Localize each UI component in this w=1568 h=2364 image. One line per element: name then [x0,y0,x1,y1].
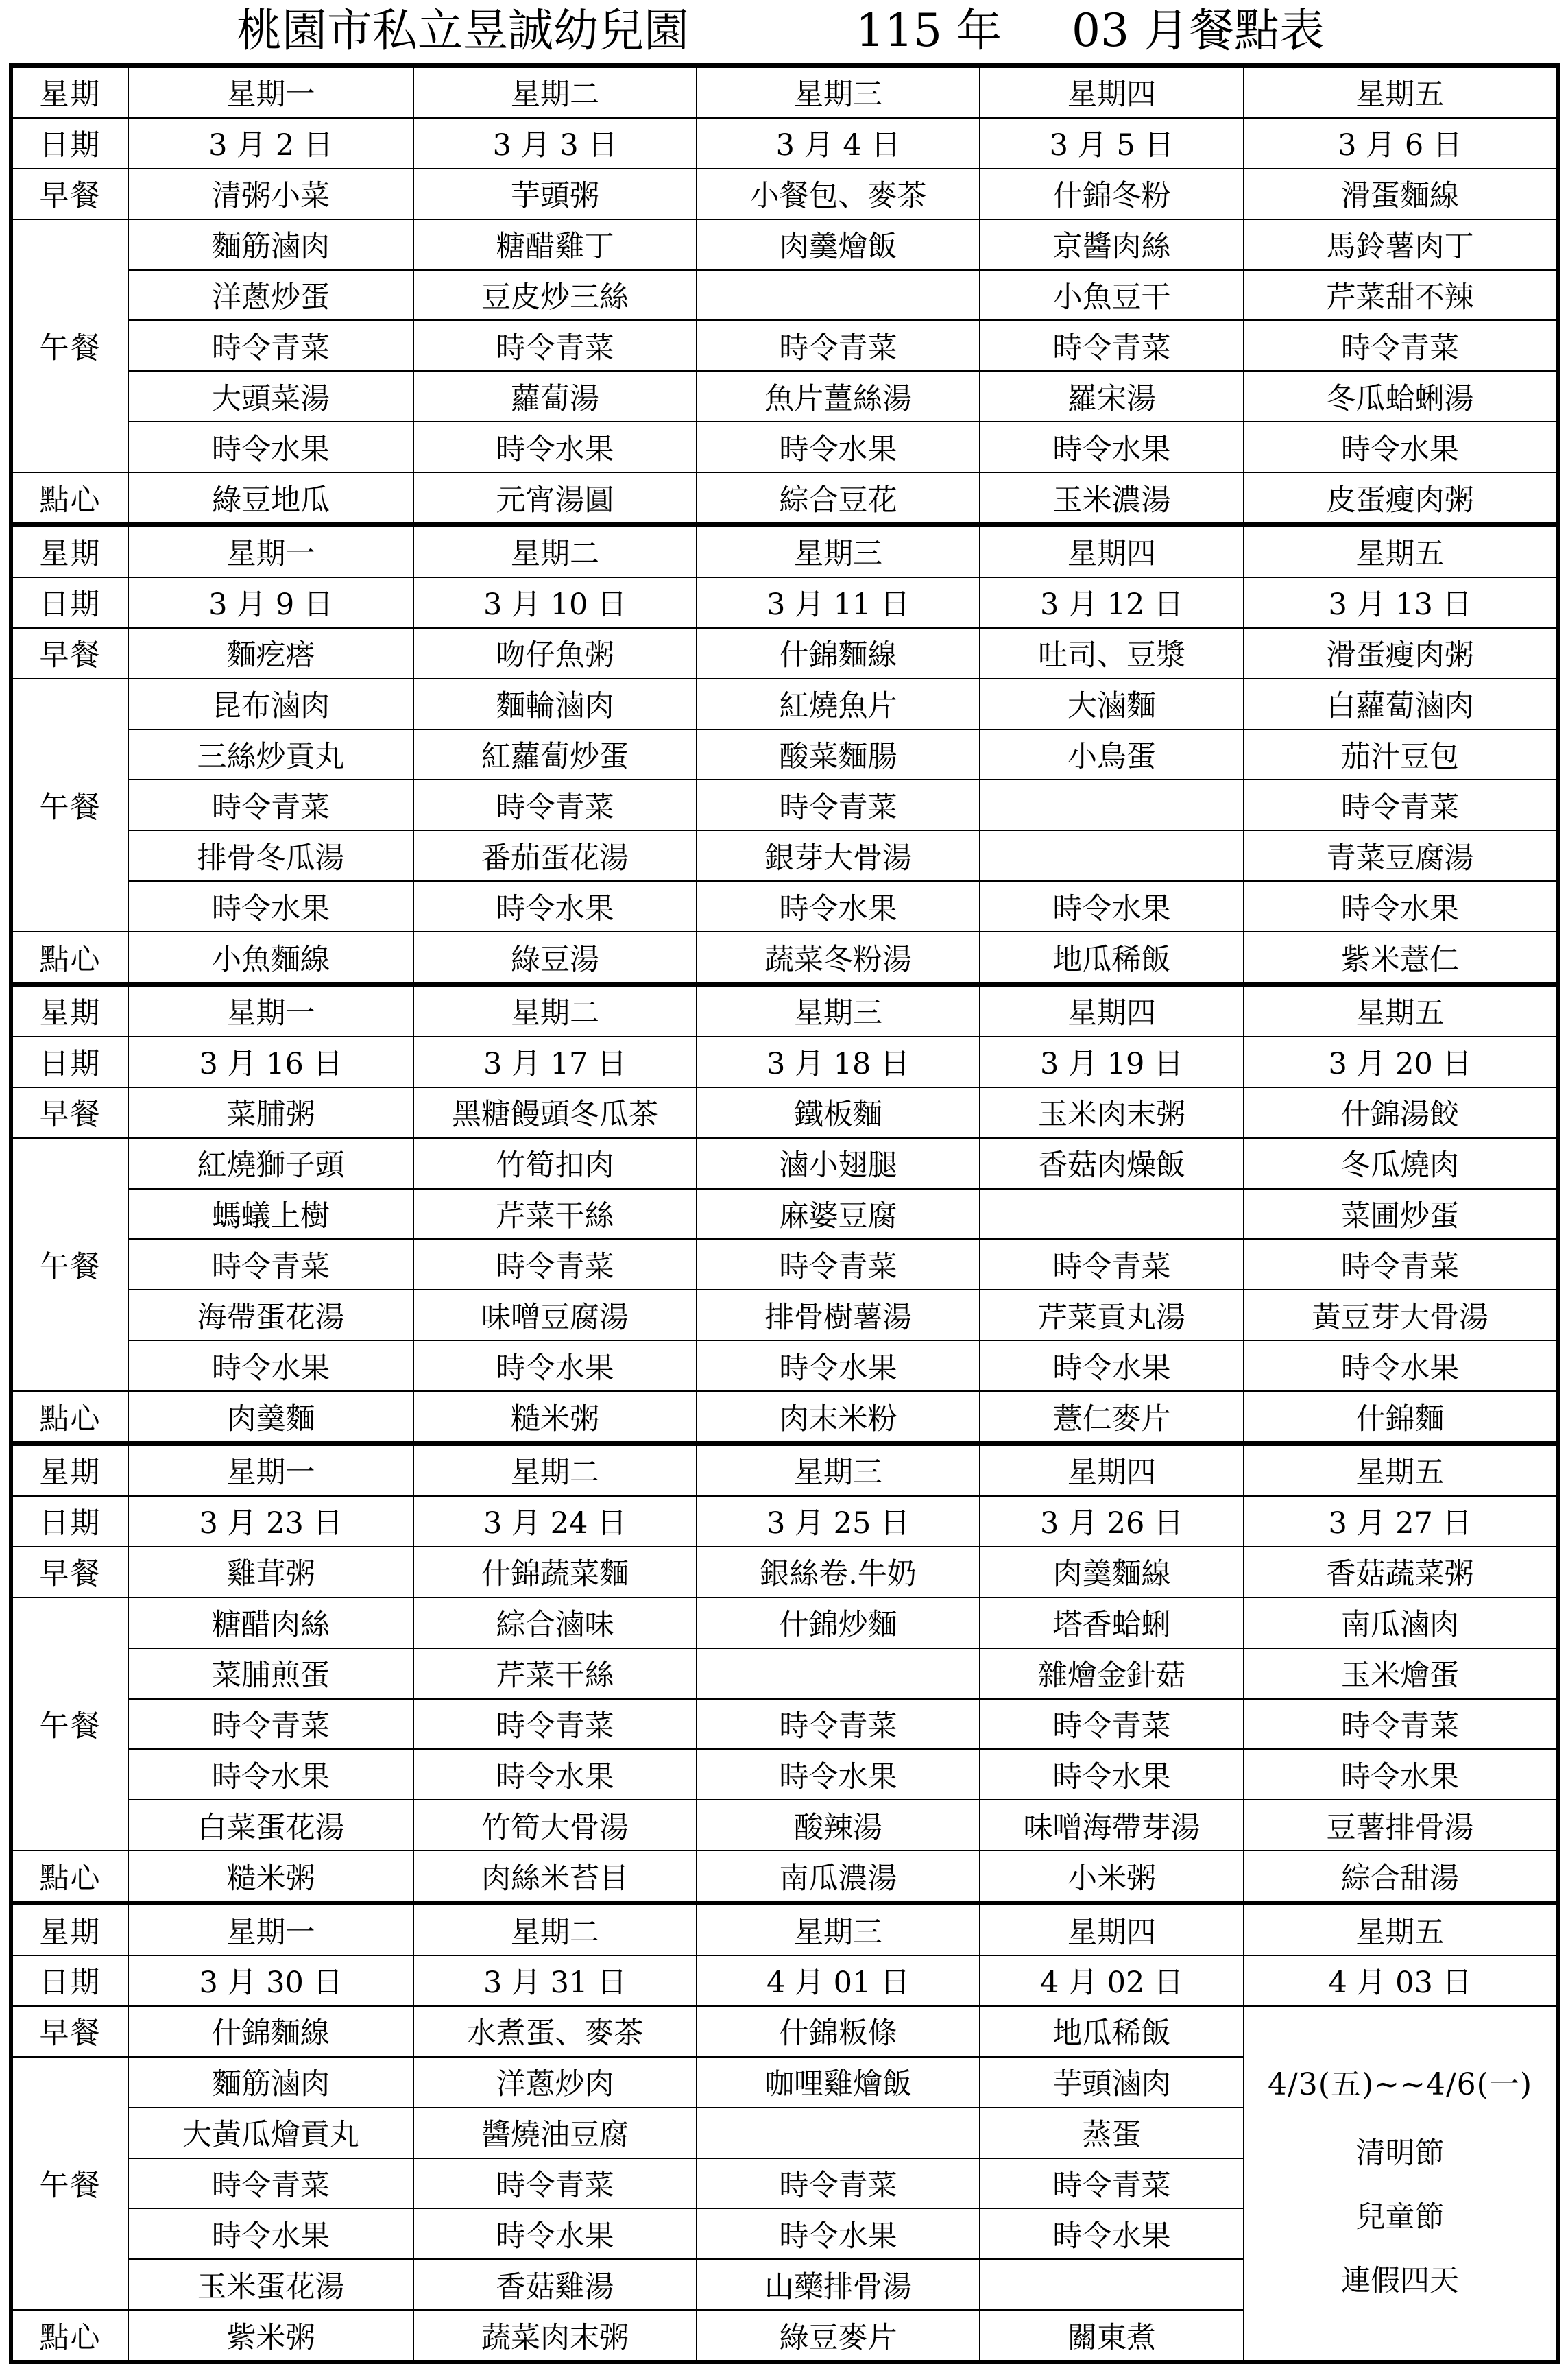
lunch-cell: 麵輪滷肉 [413,679,697,729]
table-row [11,1189,1558,1240]
snack-cell: 綠豆湯 [413,932,697,984]
table-row [11,320,1558,371]
weekday-cell: 星期一 [128,1903,413,1955]
weekday-cell: 星期五 [1244,1903,1558,1955]
date-cell: 3 月 9 日 [128,577,413,628]
date-label: 日期 [11,1037,128,1087]
lunch-cell: 酸辣湯 [697,1800,980,1850]
lunch-cell: 麻婆豆腐 [697,1189,980,1240]
snack-label: 點心 [11,1850,128,1903]
breakfast-cell: 香菇蔬菜粥 [1244,1547,1558,1597]
lunch-cell: 時令青菜 [128,1699,413,1750]
weekday-cell: 星期二 [413,66,697,118]
breakfast-cell: 滑蛋瘦肉粥 [1244,628,1558,679]
lunch-cell: 時令水果 [413,2208,697,2259]
lunch-cell: 時令水果 [413,422,697,472]
breakfast-label: 早餐 [11,1547,128,1597]
breakfast-cell: 什錦麵線 [697,628,980,679]
meal-table [9,63,1560,2364]
table-row [11,628,1558,679]
weekday-cell: 星期一 [128,985,413,1037]
table-row [11,780,1558,830]
lunch-cell: 山藥排骨湯 [697,2259,980,2310]
lunch-cell: 馬鈴薯肉丁 [1244,219,1558,270]
table-row [11,1699,1558,1750]
date-cell: 3 月 30 日 [128,1955,413,2006]
lunch-cell: 竹筍扣肉 [413,1138,697,1189]
lunch-cell: 芹菜甜不辣 [1244,270,1558,321]
lunch-cell: 時令水果 [697,881,980,932]
lunch-cell: 肉羹燴飯 [697,219,980,270]
date-cell: 3 月 23 日 [128,1496,413,1547]
breakfast-cell: 地瓜稀飯 [980,2006,1244,2057]
breakfast-cell: 玉米肉末粥 [980,1087,1244,1138]
breakfast-label: 早餐 [11,169,128,219]
lunch-cell: 時令青菜 [413,1239,697,1290]
lunch-label: 午餐 [11,2057,128,2310]
lunch-cell: 綜合滷味 [413,1597,697,1648]
table-row [11,1955,1558,2006]
lunch-cell: 豆薯排骨湯 [1244,1800,1558,1850]
lunch-cell: 時令青菜 [128,320,413,371]
date-cell: 3 月 3 日 [413,118,697,169]
breakfast-cell: 吐司、豆漿 [980,628,1244,679]
table-row [11,219,1558,270]
table-row [11,1290,1558,1340]
lunch-cell: 芹菜貢丸湯 [980,1290,1244,1340]
weekday-cell: 星期五 [1244,1444,1558,1496]
date-cell: 3 月 24 日 [413,1496,697,1547]
date-cell: 3 月 6 日 [1244,118,1558,169]
lunch-cell: 螞蟻上樹 [128,1189,413,1240]
date-cell: 3 月 13 日 [1244,577,1558,628]
snack-label: 點心 [11,472,128,524]
lunch-cell: 時令水果 [413,1749,697,1800]
lunch-cell: 糖醋肉絲 [128,1597,413,1648]
breakfast-cell: 什錦湯餃 [1244,1087,1558,1138]
weekday-cell: 星期一 [128,66,413,118]
table-row [11,169,1558,219]
date-cell: 3 月 25 日 [697,1496,980,1547]
lunch-cell: 京醬肉絲 [980,219,1244,270]
lunch-cell: 咖哩雞燴飯 [697,2057,980,2108]
lunch-cell: 海帶蛋花湯 [128,1290,413,1340]
weekday-cell: 星期一 [128,1444,413,1496]
date-label: 日期 [11,118,128,169]
lunch-cell: 時令水果 [128,1340,413,1391]
date-cell: 3 月 26 日 [980,1496,1244,1547]
lunch-cell [697,2108,980,2158]
snack-cell: 元宵湯圓 [413,472,697,524]
lunch-cell: 時令青菜 [697,2158,980,2209]
lunch-cell: 紅燒魚片 [697,679,980,729]
lunch-cell: 時令水果 [980,2208,1244,2259]
snack-cell: 肉絲米苔目 [413,1850,697,1903]
breakfast-label: 早餐 [11,2006,128,2057]
table-row [11,1648,1558,1699]
lunch-cell: 酸菜麵腸 [697,729,980,780]
snack-cell: 蔬菜肉末粥 [413,2310,697,2362]
date-cell: 3 月 4 日 [697,118,980,169]
weekday-cell: 星期三 [697,1444,980,1496]
snack-cell: 小魚麵線 [128,932,413,984]
lunch-cell [697,270,980,321]
lunch-cell: 時令水果 [980,422,1244,472]
lunch-cell: 時令青菜 [413,2158,697,2209]
table-row [11,679,1558,729]
lunch-cell [697,1648,980,1699]
breakfast-cell: 吻仔魚粥 [413,628,697,679]
weekday-cell: 星期二 [413,1444,697,1496]
breakfast-cell: 什錦冬粉 [980,169,1244,219]
snack-cell: 小米粥 [980,1850,1244,1903]
weekday-cell: 星期四 [980,1444,1244,1496]
table-row [11,1444,1558,1496]
weekday-cell: 星期一 [128,525,413,577]
weekday-cell: 星期四 [980,66,1244,118]
lunch-cell: 冬瓜蛤蜊湯 [1244,371,1558,422]
lunch-cell: 時令水果 [128,2208,413,2259]
lunch-cell: 黃豆芽大骨湯 [1244,1290,1558,1340]
lunch-cell: 玉米燴蛋 [1244,1648,1558,1699]
weekday-label: 星期 [11,66,128,118]
breakfast-cell: 什錦蔬菜麵 [413,1547,697,1597]
table-row [11,1496,1558,1547]
snack-cell: 綠豆麥片 [697,2310,980,2362]
lunch-cell: 麵筋滷肉 [128,2057,413,2108]
table-row [11,1597,1558,1648]
breakfast-cell: 清粥小菜 [128,169,413,219]
date-cell: 3 月 17 日 [413,1037,697,1087]
holiday-name-2: 兒童節 [1355,2200,1445,2235]
table-row [11,932,1558,984]
snack-cell: 紫米粥 [128,2310,413,2362]
lunch-cell: 時令青菜 [1244,1699,1558,1750]
table-row [11,1547,1558,1597]
breakfast-cell: 雞茸粥 [128,1547,413,1597]
breakfast-cell: 菜脯粥 [128,1087,413,1138]
lunch-cell: 魚片薑絲湯 [697,371,980,422]
lunch-cell: 豆皮炒三絲 [413,270,697,321]
breakfast-cell: 黑糖饅頭冬瓜茶 [413,1087,697,1138]
weekday-cell: 星期三 [697,525,980,577]
lunch-cell: 味噌海帶芽湯 [980,1800,1244,1850]
date-cell: 3 月 5 日 [980,118,1244,169]
lunch-cell: 時令水果 [1244,1340,1558,1391]
table-row [11,1391,1558,1443]
weekday-cell: 星期三 [697,1903,980,1955]
table-row [11,830,1558,881]
breakfast-cell: 鐵板麵 [697,1087,980,1138]
lunch-cell: 時令青菜 [413,780,697,830]
lunch-cell: 小鳥蛋 [980,729,1244,780]
snack-cell: 南瓜濃湯 [697,1850,980,1903]
breakfast-label: 早餐 [11,1087,128,1138]
lunch-cell: 時令青菜 [1244,1239,1558,1290]
table-row [11,1749,1558,1800]
snack-label: 點心 [11,1391,128,1443]
lunch-cell: 時令水果 [697,2208,980,2259]
date-label: 日期 [11,1955,128,2006]
lunch-cell: 時令水果 [1244,422,1558,472]
date-cell: 3 月 11 日 [697,577,980,628]
date-cell: 3 月 2 日 [128,118,413,169]
lunch-cell: 時令水果 [128,881,413,932]
lunch-cell: 冬瓜燒肉 [1244,1138,1558,1189]
lunch-cell: 蒸蛋 [980,2108,1244,2158]
table-row [11,1903,1558,1955]
lunch-cell: 滷小翅腿 [697,1138,980,1189]
breakfast-cell: 銀絲卷.牛奶 [697,1547,980,1597]
table-row [11,472,1558,524]
breakfast-cell: 滑蛋麵線 [1244,169,1558,219]
table-row [11,985,1558,1037]
lunch-label: 午餐 [11,1138,128,1391]
snack-cell: 肉羹麵 [128,1391,413,1443]
snack-cell: 綠豆地瓜 [128,472,413,524]
lunch-cell: 白蘿蔔滷肉 [1244,679,1558,729]
weekday-cell: 星期五 [1244,66,1558,118]
lunch-cell: 時令青菜 [980,1239,1244,1290]
breakfast-cell: 麵疙瘩 [128,628,413,679]
breakfast-cell: 水煮蛋、麥茶 [413,2006,697,2057]
breakfast-cell: 什錦麵線 [128,2006,413,2057]
lunch-cell: 排骨樹薯湯 [697,1290,980,1340]
breakfast-cell: 肉羹麵線 [980,1547,1244,1597]
lunch-cell: 菜圃炒蛋 [1244,1189,1558,1240]
holiday-name-1: 清明節 [1355,2136,1445,2171]
page-title [0,0,1568,62]
lunch-cell [980,2259,1244,2310]
snack-cell: 糙米粥 [128,1850,413,1903]
snack-cell: 綜合甜湯 [1244,1850,1558,1903]
holiday-note: 連假四天 [1341,2264,1459,2299]
title-year: 115 年 [856,4,1002,57]
lunch-cell: 時令青菜 [413,320,697,371]
lunch-cell: 芋頭滷肉 [980,2057,1244,2108]
weekday-cell: 星期四 [980,985,1244,1037]
lunch-cell: 玉米蛋花湯 [128,2259,413,2310]
weekday-label: 星期 [11,525,128,577]
school-name: 桃園市私立昱誠幼兒園 [237,4,689,57]
table-row [11,881,1558,932]
weekday-cell: 星期五 [1244,525,1558,577]
lunch-cell: 時令水果 [980,881,1244,932]
lunch-cell: 時令水果 [413,881,697,932]
lunch-cell: 時令青菜 [697,780,980,830]
holiday-notice [1244,2006,1558,2362]
date-cell: 4 月 01 日 [697,1955,980,2006]
lunch-cell: 香菇肉燥飯 [980,1138,1244,1189]
table-row [11,1087,1558,1138]
snack-cell: 玉米濃湯 [980,472,1244,524]
lunch-cell: 羅宋湯 [980,371,1244,422]
snack-label: 點心 [11,2310,128,2362]
lunch-cell: 時令青菜 [697,320,980,371]
lunch-cell: 時令水果 [128,1749,413,1800]
lunch-cell: 時令水果 [980,1340,1244,1391]
table-row [11,1800,1558,1850]
date-cell: 3 月 27 日 [1244,1496,1558,1547]
lunch-cell [980,830,1244,881]
lunch-cell: 時令青菜 [1244,320,1558,371]
holiday-range: 4/3(五)~~4/6(一) [1267,2067,1533,2102]
lunch-cell [980,1189,1244,1240]
weekday-label: 星期 [11,1444,128,1496]
weekday-cell: 星期二 [413,1903,697,1955]
date-label: 日期 [11,577,128,628]
lunch-cell: 三絲炒貢丸 [128,729,413,780]
date-cell: 4 月 02 日 [980,1955,1244,2006]
lunch-cell: 時令青菜 [980,1699,1244,1750]
weekday-cell: 星期五 [1244,985,1558,1037]
lunch-cell: 時令水果 [980,1749,1244,1800]
snack-cell: 關東煮 [980,2310,1244,2362]
weekday-cell: 星期三 [697,985,980,1037]
lunch-cell: 味噌豆腐湯 [413,1290,697,1340]
lunch-cell: 大滷麵 [980,679,1244,729]
table-row [11,270,1558,321]
lunch-cell: 時令青菜 [980,2158,1244,2209]
snack-cell: 蔬菜冬粉湯 [697,932,980,984]
lunch-cell: 時令青菜 [697,1239,980,1290]
lunch-cell: 時令水果 [1244,881,1558,932]
lunch-cell: 醬燒油豆腐 [413,2108,697,2158]
snack-cell: 地瓜稀飯 [980,932,1244,984]
snack-cell: 薏仁麥片 [980,1391,1244,1443]
lunch-cell: 蘿蔔湯 [413,371,697,422]
date-label: 日期 [11,1496,128,1547]
table-row [11,729,1558,780]
lunch-cell: 時令水果 [1244,1749,1558,1800]
date-cell: 3 月 10 日 [413,577,697,628]
weekday-cell: 星期四 [980,525,1244,577]
table-row [11,422,1558,472]
table-row [11,118,1558,169]
breakfast-cell: 什錦粄條 [697,2006,980,2057]
table-row [11,525,1558,577]
weekday-cell: 星期二 [413,985,697,1037]
table-row [11,577,1558,628]
lunch-cell: 什錦炒麵 [697,1597,980,1648]
lunch-cell: 竹筍大骨湯 [413,1800,697,1850]
lunch-cell: 時令青菜 [1244,780,1558,830]
lunch-cell: 紅蘿蔔炒蛋 [413,729,697,780]
lunch-cell: 雜燴金針菇 [980,1648,1244,1699]
table-row [11,66,1558,118]
lunch-cell: 時令青菜 [128,780,413,830]
snack-cell: 紫米薏仁 [1244,932,1558,984]
lunch-cell: 洋蔥炒肉 [413,2057,697,2108]
weekday-cell: 星期四 [980,1903,1244,1955]
lunch-cell: 南瓜滷肉 [1244,1597,1558,1648]
breakfast-cell: 芋頭粥 [413,169,697,219]
lunch-cell: 時令青菜 [697,1699,980,1750]
lunch-cell: 時令青菜 [128,2158,413,2209]
lunch-label: 午餐 [11,1597,128,1850]
table-row [11,1850,1558,1903]
weekday-cell: 星期二 [413,525,697,577]
lunch-cell: 小魚豆干 [980,270,1244,321]
snack-cell: 皮蛋瘦肉粥 [1244,472,1558,524]
lunch-cell: 時令水果 [697,1340,980,1391]
lunch-cell: 時令水果 [413,1340,697,1391]
date-cell: 3 月 20 日 [1244,1037,1558,1087]
lunch-cell: 洋蔥炒蛋 [128,270,413,321]
lunch-cell: 糖醋雞丁 [413,219,697,270]
snack-label: 點心 [11,932,128,984]
table-row [11,1138,1558,1189]
lunch-cell: 香菇雞湯 [413,2259,697,2310]
lunch-cell: 菜脯煎蛋 [128,1648,413,1699]
lunch-cell: 大黃瓜燴貢丸 [128,2108,413,2158]
lunch-cell [980,780,1244,830]
lunch-cell: 番茄蛋花湯 [413,830,697,881]
lunch-cell: 時令水果 [128,422,413,472]
lunch-cell: 時令水果 [697,1749,980,1800]
lunch-cell: 白菜蛋花湯 [128,1800,413,1850]
lunch-cell: 塔香蛤蜊 [980,1597,1244,1648]
title-month: 03 月餐點表 [1072,4,1325,57]
lunch-label: 午餐 [11,219,128,472]
snack-cell: 糙米粥 [413,1391,697,1443]
lunch-cell: 青菜豆腐湯 [1244,830,1558,881]
table-row [11,371,1558,422]
snack-cell: 肉末米粉 [697,1391,980,1443]
weekday-label: 星期 [11,1903,128,1955]
lunch-cell: 茄汁豆包 [1244,729,1558,780]
lunch-cell: 芹菜干絲 [413,1648,697,1699]
table-row [11,1037,1558,1087]
snack-cell: 什錦麵 [1244,1391,1558,1443]
lunch-cell: 麵筋滷肉 [128,219,413,270]
lunch-cell: 時令青菜 [980,320,1244,371]
breakfast-cell: 小餐包、麥茶 [697,169,980,219]
breakfast-label: 早餐 [11,628,128,679]
lunch-cell: 銀芽大骨湯 [697,830,980,881]
table-row [11,1340,1558,1391]
table-row [11,1239,1558,1290]
weekday-cell: 星期三 [697,66,980,118]
lunch-cell: 時令青菜 [128,1239,413,1290]
date-cell: 4 月 03 日 [1244,1955,1558,2006]
lunch-cell: 紅燒獅子頭 [128,1138,413,1189]
snack-cell: 綜合豆花 [697,472,980,524]
lunch-cell: 時令水果 [697,422,980,472]
date-cell: 3 月 12 日 [980,577,1244,628]
date-cell: 3 月 18 日 [697,1037,980,1087]
table-row [11,2006,1558,2057]
date-cell: 3 月 16 日 [128,1037,413,1087]
lunch-label: 午餐 [11,679,128,932]
weekday-label: 星期 [11,985,128,1037]
date-cell: 3 月 31 日 [413,1955,697,2006]
date-cell: 3 月 19 日 [980,1037,1244,1087]
lunch-cell: 時令青菜 [413,1699,697,1750]
lunch-cell: 芹菜干絲 [413,1189,697,1240]
lunch-cell: 昆布滷肉 [128,679,413,729]
lunch-cell: 大頭菜湯 [128,371,413,422]
lunch-cell: 排骨冬瓜湯 [128,830,413,881]
